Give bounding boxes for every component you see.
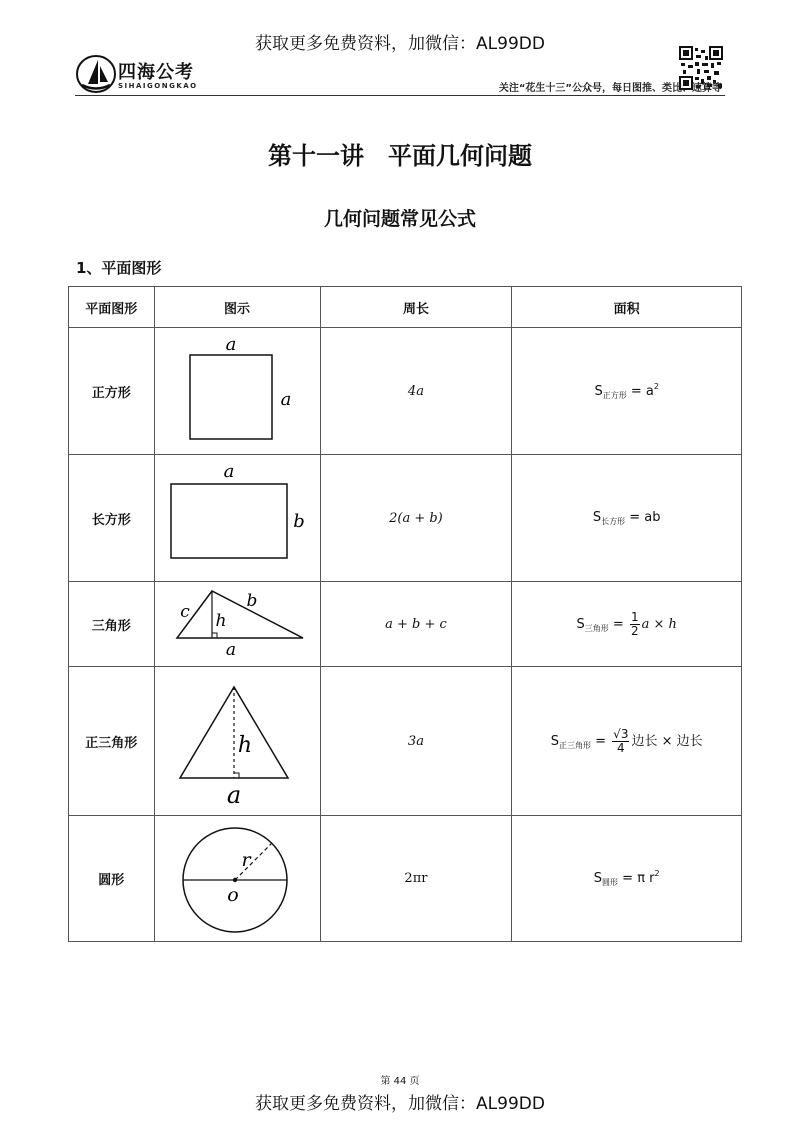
square-figure [154,328,320,455]
perimeter-value: a + b + c [320,582,512,667]
header-figure: 图示 [154,287,320,328]
label-o: o [226,884,239,906]
label-h: h [237,733,252,758]
label-h: h [215,611,226,631]
header-area: 面积 [512,287,742,328]
promo-banner-top: 获取更多免费资料，加微信：AL99DD [255,34,545,54]
table-row [69,455,742,582]
logo-name: 四海公考 [118,62,194,83]
label-c: c [179,602,190,622]
perimeter-value: 3a [320,667,512,816]
area-formula: $S_{圆形} = \pi$ $r^2$ [512,816,742,942]
label-a: a [226,781,241,809]
shape-name: 正三角形 [69,667,155,816]
area-formula: $S_{正方形} = a^2$ [512,328,742,455]
formula-table [68,286,742,942]
page-title: 第十一讲 平面几何问题 [268,142,532,170]
area-formula: $S_{长方形}$ = ab [512,455,742,582]
label-top: a [223,461,234,482]
header-perimeter: 周长 [320,287,512,328]
shape-name: 三角形 [69,582,155,667]
table-header-row [69,287,742,328]
page-subtitle: 几何问题常见公式 [323,208,476,230]
logo [76,52,236,100]
circle-figure [154,816,320,942]
label-r: r [240,849,251,871]
area-formula: $S_{三角形}$ = $\frac{1}{2}$ a × h [512,582,742,667]
perimeter-value: 2(a + b) [320,455,512,582]
logo-subtitle: SIHAIGONGKAO [118,82,198,90]
triangle-figure [154,582,320,667]
shape-name: 长方形 [69,455,155,582]
label-b: b [246,591,257,611]
header-shape: 平面图形 [69,287,155,328]
rectangle-figure [154,455,320,582]
shape-name: 正方形 [69,328,155,455]
sailboat-logo-icon [76,54,116,94]
table-row [69,328,742,455]
label-right: a [280,389,291,410]
section-heading: 1、平面图形 [76,259,162,277]
table-row [69,816,742,942]
perimeter-value: 2πr [320,816,512,942]
table-row [69,667,742,816]
label-top: a [225,334,236,355]
label-a: a [225,640,236,660]
promo-banner-bottom: 获取更多免费资料，加微信：AL99DD [255,1094,545,1114]
header-divider [75,95,725,96]
area-formula: $S_{正三角形}$ = $\frac{√3}{4}$ 边长 × 边长 [512,667,742,816]
equilateral-triangle-figure [154,667,320,816]
shape-name: 圆形 [69,816,155,942]
table-row [69,582,742,667]
perimeter-value: 4a [320,328,512,455]
page-number: 第 44 页 [380,1076,420,1087]
header-slogan: 关注“花生十三”公众号，每日图推、类比、速算等 [498,83,722,94]
label-right: b [292,511,305,532]
